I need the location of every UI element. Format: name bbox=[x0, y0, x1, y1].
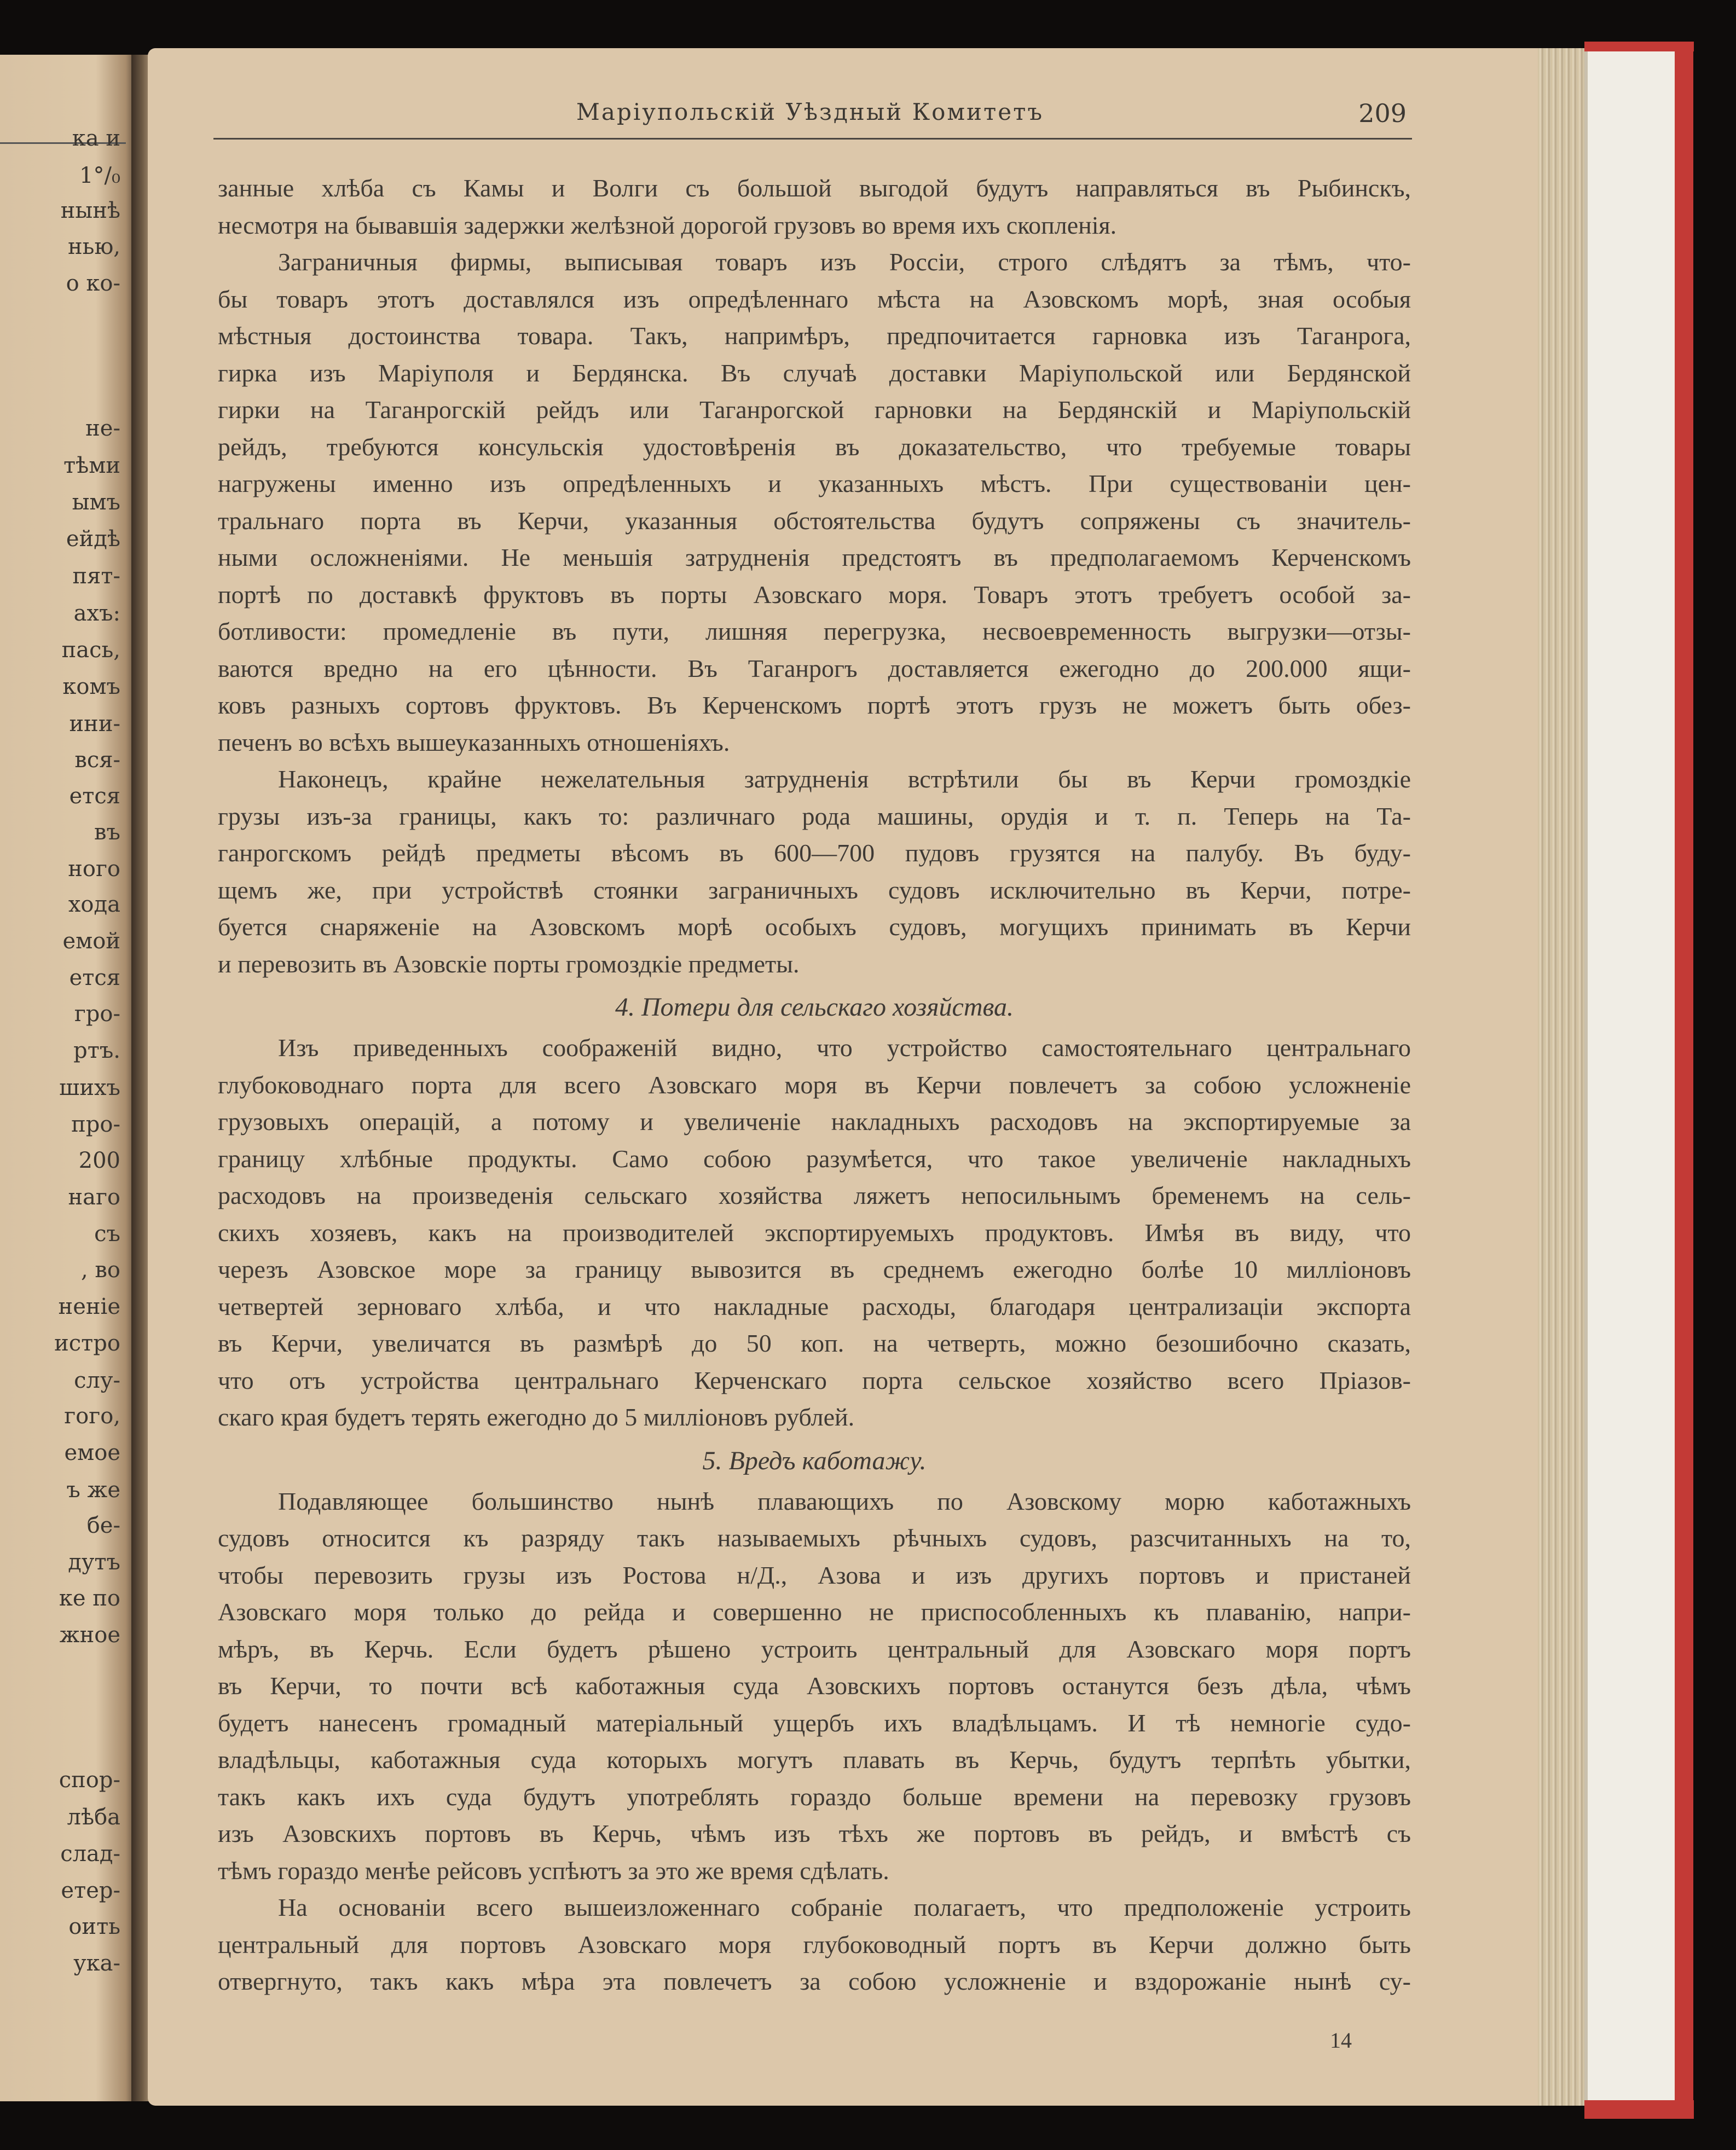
left-page-line: ука- bbox=[73, 1951, 120, 1976]
left-page-line: о ко- bbox=[66, 271, 120, 296]
text-line: На основаніи всего вышеизложеннаго собраніе полагаетъ, что предположеніе устроить bbox=[278, 1893, 1411, 1921]
text-line: щемъ же, при устройствѣ стоянки заграничныхъ судовъ исключительно въ Керчи, потре- bbox=[218, 876, 1411, 904]
left-page-line: бе- bbox=[86, 1513, 120, 1538]
left-page-line: спор- bbox=[59, 1767, 120, 1793]
text-line: расходовъ на произведенія сельскаго хозяйства ляжетъ непосильнымъ бременемъ на сель- bbox=[218, 1181, 1411, 1209]
left-page-line: пась, bbox=[61, 638, 120, 663]
running-head bbox=[213, 98, 1407, 137]
text-line: скаго края будетъ терять ежегодно до 5 милліоновъ рублей. bbox=[218, 1403, 855, 1431]
left-page-line: ахъ: bbox=[73, 601, 120, 626]
text-line: ганрогскомъ рейдѣ предметы вѣсомъ въ 600—700 пудовъ грузятся на палубу. Въ буду- bbox=[218, 839, 1411, 867]
text-line: Заграничныя фирмы, выписывая товаръ изъ Россіи, строго слѣдятъ за тѣмъ, что- bbox=[278, 248, 1411, 276]
left-page-line: комъ bbox=[62, 674, 120, 699]
text-line: ными осложненіями. Не меньшія затрудненія предстоятъ въ предполагаемомъ Керченскомъ bbox=[218, 543, 1411, 571]
text-line: тѣмъ гораздо менѣе рейсовъ успѣютъ за это же время сдѣлать. bbox=[218, 1856, 889, 1885]
text-line: скихъ хозяевъ, какъ на производителей экспортируемыхъ продуктовъ. Имѣя въ виду, что bbox=[218, 1218, 1411, 1247]
cover-edge bbox=[1675, 42, 1693, 2118]
left-page-line: емой bbox=[62, 929, 120, 954]
text-line: судовъ относится къ разряду такъ называемыхъ рѣчныхъ судовъ, разсчитанныхъ на то, bbox=[218, 1524, 1411, 1552]
section-heading: 5. Вредъ каботажу. bbox=[702, 1446, 927, 1475]
running-title: Маріупольскій Уѣздный Комитетъ bbox=[576, 98, 1044, 125]
text-line: чтобы перевозить грузы изъ Ростова н/Д., Азова и изъ другихъ портовъ и пристаней bbox=[218, 1561, 1411, 1589]
text-line: бы товаръ этотъ доставлялся изъ опредѣленнаго мѣста на Азовскомъ морѣ, зная особыя bbox=[218, 285, 1411, 313]
left-page-line: ртъ. bbox=[73, 1038, 120, 1063]
page-number: 209 bbox=[1358, 98, 1407, 128]
text-line: ваются вредно на его цѣнности. Въ Таганрогъ доставляется ежегодно до 200.000 ящи- bbox=[218, 654, 1411, 682]
header-rule bbox=[213, 138, 1412, 140]
signature-mark: 14 bbox=[1330, 2028, 1352, 2053]
text-line: печенъ во всѣхъ вышеуказанныхъ отношеніяхъ. bbox=[218, 728, 730, 756]
text-line: гирка изъ Маріуполя и Бердянска. Въ случаѣ доставки Маріупольской или Бердянской bbox=[218, 358, 1411, 387]
text-line: четвертей зерноваго хлѣба, и что накладные расходы, благодаря централизаціи экспорта bbox=[218, 1292, 1411, 1320]
text-line: занные хлѣба съ Камы и Волги съ большой выгодой будутъ направляться въ Рыбинскъ, bbox=[218, 174, 1411, 202]
left-page-line: емое bbox=[64, 1440, 120, 1465]
body-text bbox=[218, 170, 1411, 2000]
text-line: владѣльцы, каботажныя суда которыхъ могутъ плавать въ Керчь, будутъ терпѣть убытки, bbox=[218, 1746, 1411, 1774]
left-page-line: ъ же bbox=[66, 1477, 120, 1503]
text-line: Подавляющее большинство нынѣ плавающихъ по Азовскому морю каботажныхъ bbox=[278, 1487, 1411, 1515]
left-page-line: оить bbox=[68, 1914, 120, 1939]
text-line: будетъ нанесенъ громадный матеріальный ущербъ ихъ владѣльцамъ. И тѣ немногіе судо- bbox=[218, 1708, 1411, 1737]
text-line: буется снаряженіе на Азовскомъ морѣ особыхъ судовъ, могущихъ принимать въ Керчи bbox=[218, 913, 1411, 941]
left-page-line: дутъ bbox=[68, 1550, 120, 1575]
left-page-line: лѣба bbox=[67, 1805, 120, 1830]
left-page-line: истро bbox=[54, 1331, 120, 1356]
text-line: грузовыхъ операцій, а потому и увеличеніе накладныхъ расходовъ на экспортируемые за bbox=[218, 1108, 1411, 1135]
left-page-line: тѣми bbox=[63, 453, 120, 478]
text-line: Азовскаго моря только до рейда и совершенно не приспособленныхъ къ плаванію, напри- bbox=[218, 1598, 1411, 1626]
left-page-line: ини- bbox=[69, 711, 120, 737]
text-line: гирки на Таганрогскій рейдъ или Таганрогской гарновки на Бердянскій и Маріупольскій bbox=[218, 396, 1411, 424]
text-line: тральнаго порта въ Керчи, указанныя обстоятельства будутъ сопряжены съ значитель- bbox=[218, 506, 1411, 535]
page-edges bbox=[1538, 48, 1587, 2106]
left-page-line: 200 bbox=[78, 1148, 120, 1173]
text-line: изъ Азовскихъ портовъ въ Керчь, чѣмъ изъ тѣхъ же портовъ въ рейдъ, и вмѣстѣ съ bbox=[218, 1819, 1411, 1847]
text-line: мѣръ, въ Керчь. Если будетъ рѣшено устроить центральный для Азовскаго моря портъ bbox=[218, 1635, 1411, 1663]
left-page-line: съ bbox=[94, 1221, 120, 1247]
text-line: отвергнуто, такъ какъ мѣра эта повлечетъ за собою усложненіе и вздорожаніе нынѣ су- bbox=[218, 1967, 1411, 1995]
text-line: рейдъ, требуются консульскія удостовѣренія въ доказательство, что требуемые товары bbox=[218, 432, 1411, 461]
left-page-line: слу- bbox=[74, 1368, 120, 1393]
left-page-line: неніе bbox=[58, 1294, 120, 1319]
left-page-line: ного bbox=[68, 856, 120, 882]
left-page-line: шихъ bbox=[59, 1075, 120, 1100]
left-page-line: не- bbox=[85, 416, 120, 441]
left-page-line: нынѣ bbox=[60, 198, 120, 223]
left-page-line: гого, bbox=[64, 1404, 120, 1429]
left-page-line: ымъ bbox=[72, 490, 120, 515]
left-page-line: ка и bbox=[72, 126, 120, 151]
endpaper bbox=[1584, 48, 1681, 2106]
left-page-fragment bbox=[0, 55, 137, 2101]
left-page-line: 1°/₀ bbox=[79, 163, 120, 188]
text-line: ковъ разныхъ сортовъ фруктовъ. Въ Керченскомъ портѣ этотъ грузъ не можетъ быть обез- bbox=[218, 691, 1411, 719]
left-page-line: жное bbox=[59, 1622, 120, 1648]
left-page-line: пят- bbox=[72, 564, 120, 589]
text-line: мѣстныя достоинства товара. Такъ, напримѣръ, предпочитается гарновка изъ Таганрога, bbox=[218, 322, 1411, 350]
text-line: такъ какъ ихъ суда будутъ употреблять гораздо больше времени на перевозку грузовъ bbox=[218, 1782, 1411, 1811]
text-line: Изъ приведенныхъ соображеній видно, что устройство самостоятельнаго центральнаго bbox=[278, 1034, 1411, 1062]
left-page-line: вся- bbox=[74, 747, 120, 773]
left-page-line: слад- bbox=[60, 1841, 120, 1867]
left-page-line: етер- bbox=[61, 1878, 120, 1903]
text-line: грузы изъ-за границы, какъ то: различнаго рода машины, орудія и т. п. Теперь на Та- bbox=[218, 802, 1411, 830]
cover-edge-bottom bbox=[1584, 2100, 1694, 2119]
left-page-line: ется bbox=[69, 965, 120, 990]
text-line: черезъ Азовское море за границу вывозится въ среднемъ ежегодно болѣе 10 милліоновъ bbox=[218, 1255, 1411, 1283]
text-line: въ Керчи, увеличатся въ размѣрѣ до 50 коп. на четверть, можно безошибочно сказать, bbox=[218, 1329, 1411, 1357]
text-line: несмотря на бывавшія задержки желѣзной дорогой грузовъ во время ихъ скопленія. bbox=[218, 211, 1117, 239]
left-page-line: ется bbox=[69, 784, 120, 809]
text-line: портѣ по доставкѣ фруктовъ въ порты Азовскаго моря. Товаръ этотъ требуетъ особой за- bbox=[218, 580, 1411, 609]
left-page-line: ейдѣ bbox=[66, 526, 120, 552]
left-page-line: нью, bbox=[68, 234, 120, 259]
text-line: глубоководнаго порта для всего Азовскаго моря въ Керчи повлечетъ за собою усложненіе bbox=[218, 1070, 1411, 1099]
text-line: въ Керчи, то почти всѣ каботажныя суда Азовскихъ портовъ останутся безъ дѣла, чѣмъ bbox=[218, 1672, 1411, 1700]
section-heading: 4. Потери для сельскаго хозяйства. bbox=[615, 993, 1014, 1022]
left-page-line: хода bbox=[68, 892, 120, 917]
text-line: и перевозить въ Азовскіе порты громоздкіе предметы. bbox=[218, 949, 800, 978]
text-line: ботливости: промедленіе въ пути, лишняя перегрузка, несвоевременность выгрузки—отзы- bbox=[218, 617, 1411, 645]
left-page-line: въ bbox=[94, 820, 120, 845]
text-line: границу хлѣбные продукты. Само собою разумѣется, что такое увеличеніе накладныхъ bbox=[218, 1144, 1411, 1173]
left-page-line: гро- bbox=[74, 1001, 120, 1027]
text-line: центральный для портовъ Азовскаго моря глубоководный портъ въ Керчи должно быть bbox=[218, 1930, 1411, 1958]
left-page-line: , во bbox=[80, 1257, 120, 1283]
left-page-line: про- bbox=[71, 1112, 120, 1137]
left-page-line: наго bbox=[68, 1185, 120, 1210]
left-page-line: ке по bbox=[59, 1586, 120, 1611]
text-line: что отъ устройства центральнаго Керченскаго порта сельское хозяйство всего Пріазов- bbox=[218, 1366, 1411, 1394]
text-line: Наконецъ, крайне нежелательныя затрудненія встрѣтили бы въ Керчи громоздкіе bbox=[278, 765, 1411, 793]
text-line: нагружены именно изъ опредѣленныхъ и указанныхъ мѣстъ. При существованіи цен- bbox=[218, 470, 1411, 497]
